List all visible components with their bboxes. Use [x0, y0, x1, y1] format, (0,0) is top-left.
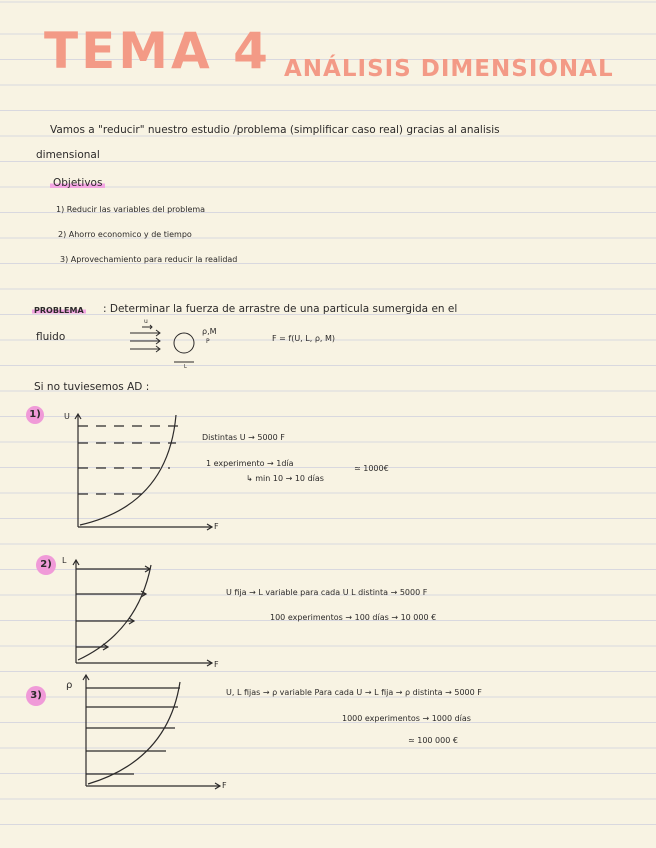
objective-item-1: 1) Reducir las variables del problema — [56, 205, 206, 214]
case-2-axis-y: L — [62, 556, 67, 565]
intro-line-1: Vamos a "reducir" nuestro estudio /problema (simplificar caso real) gracias al analisis — [50, 124, 500, 136]
title-subtitle: ANÁLISIS DIMENSIONAL — [284, 56, 614, 82]
case-2-line-1: U fija → L variable para cada U L distinta → 5000 F — [226, 588, 428, 597]
objective-item-2: 2) Ahorro economico y de tiempo — [58, 230, 192, 239]
case-1-badge: 1) — [26, 406, 44, 424]
case-1-line-3: ↳ min 10 → 10 días — [246, 474, 324, 483]
problem-text-line-2: fluido — [36, 331, 66, 343]
sketch-p-label: P — [206, 338, 210, 345]
case-3-axis-y: ρ — [66, 680, 73, 691]
case-2-line-2: 100 experimentos → 100 días → 10 000 € — [270, 613, 437, 622]
case-3-line-1: U, L fijas → ρ variable Para cada U → L fija → ρ distinta → 5000 F — [226, 688, 482, 697]
formula: F = f(U, L, ρ, M) — [272, 334, 335, 343]
title-tema: TEMA 4 — [44, 22, 271, 80]
case-1-line-2: 1 experimento → 1día — [206, 459, 294, 468]
no-ad-text: Si no tuviesemos AD : — [34, 381, 150, 393]
sketch-l-label: L — [184, 364, 187, 370]
objectives-heading: Objetivos — [50, 177, 105, 189]
problem-label: PROBLEMA — [34, 306, 84, 315]
case-1-axis-x: F — [214, 522, 219, 531]
case-3-badge: 3) — [26, 686, 46, 706]
case-3-line-2: 1000 experimentos → 1000 días — [342, 714, 471, 723]
intro-line-2: dimensional — [36, 149, 100, 161]
case-2-axis-x: F — [214, 660, 219, 669]
sketch-rho-mu-label: ρ,M — [202, 327, 217, 336]
case-1-axis-y: U — [64, 412, 70, 421]
sketch-velocity-label: u — [144, 318, 148, 325]
case-3-line-3: ≃ 100 000 € — [408, 736, 458, 745]
problem-text-line-1: : Determinar la fuerza de arrastre de una particula sumergida en el — [103, 303, 458, 315]
objective-item-3: 3) Aprovechamiento para reducir la realidad — [60, 255, 238, 264]
case-2-badge: 2) — [36, 555, 56, 575]
case-1-line-1: Distintas U → 5000 F — [202, 433, 285, 442]
case-3-axis-x: F — [222, 781, 227, 790]
case-1-cost: ≃ 1000€ — [354, 464, 389, 473]
